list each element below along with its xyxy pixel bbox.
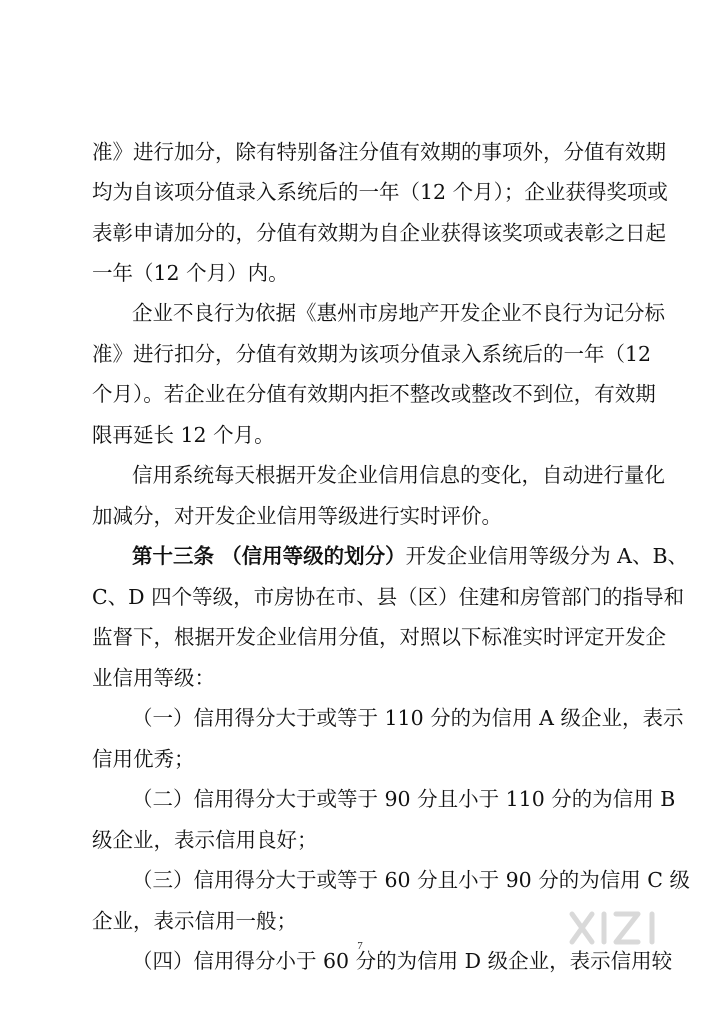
watermark-logo: [566, 906, 676, 950]
paragraph-line: 准》进行加分，除有特别备注分值有效期的事项外，分值有效期: [92, 140, 666, 164]
paragraph-line: 监督下，根据开发企业信用分值，对照以下标准实时评定开发企: [92, 625, 666, 649]
article-heading: 第十三条 （信用等级的划分）: [132, 544, 406, 568]
paragraph-line: 一年（12 个月）内。: [92, 261, 289, 285]
paragraph-line: 信用系统每天根据开发企业信用信息的变化，自动进行量化: [132, 463, 665, 487]
list-item-line: （三）信用得分大于或等于 60 分且小于 90 分的为信用 C 级: [132, 868, 690, 892]
paragraph-line: 企业不良行为依据《惠州市房地产开发企业不良行为记分标: [132, 301, 665, 325]
paragraph-line: 准》进行扣分，分值有效期为该项分值录入系统后的一年（12: [92, 342, 652, 366]
watermark-letter-x: [572, 914, 592, 942]
page-number: 7: [357, 940, 363, 952]
article-heading-line: [132, 541, 689, 571]
list-item-line: （四）信用得分小于 60 分的为信用 D 级企业，表示信用较: [132, 949, 673, 973]
paragraph-line: 个月）。若企业在分值有效期内拒不整改或整改不到位，有效期: [92, 382, 656, 406]
paragraph-line: 限再延长 12 个月。: [92, 423, 275, 447]
watermark-xizi-letters: [572, 914, 652, 942]
list-item-line: 企业，表示信用一般；: [92, 909, 297, 933]
list-item-line: 信用优秀；: [92, 747, 195, 771]
list-item-line: （一）信用得分大于或等于 110 分的为信用 A 级企业，表示: [132, 706, 684, 730]
list-item-line: （二）信用得分大于或等于 90 分且小于 110 分的为信用 B: [132, 787, 676, 811]
watermark-letter-z: [616, 914, 638, 942]
paragraph-line: 业信用等级：: [92, 666, 215, 690]
article-text: 开发企业信用等级分为 A、B、: [405, 544, 689, 568]
paragraph-line: 均为自该项分值录入系统后的一年（12 个月）；企业获得奖项或: [92, 180, 668, 204]
paragraph-line: C、D 四个等级，市房协在市、县（区）住建和房管部门的指导和: [92, 585, 685, 609]
list-item-line: 级企业，表示信用良好；: [92, 828, 318, 852]
paragraph-line: 表彰申请加分的，分值有效期为自企业获得该奖项或表彰之日起: [92, 221, 666, 245]
paragraph-line: 加减分，对开发企业信用等级进行实时评价。: [92, 504, 502, 528]
